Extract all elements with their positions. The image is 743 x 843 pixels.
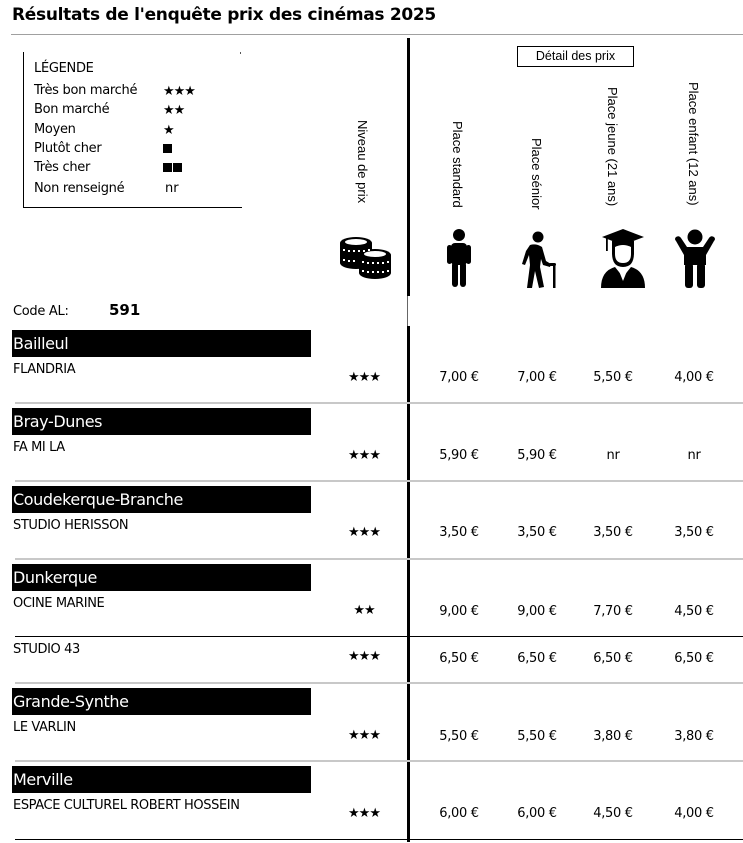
cinema-name: ESPACE CULTUREL ROBERT HOSSEIN — [13, 798, 240, 813]
code-al-label: Code AL: — [13, 304, 69, 319]
price-enfant: 4,00 € — [674, 806, 714, 821]
square-icon — [163, 144, 172, 153]
row-divider — [15, 682, 743, 684]
price-jeune: nr — [606, 448, 620, 463]
legend-symbol-nr: nr — [165, 181, 179, 196]
price-standard: 9,00 € — [439, 604, 479, 619]
cinema-name: STUDIO HERISSON — [13, 518, 129, 533]
price-level: ★★ — [353, 602, 375, 617]
page-title: Résultats de l'enquête prix des cinémas 2025 — [12, 5, 436, 25]
price-standard: 3,50 € — [439, 525, 479, 540]
city-header-bray-dunes: Bray-Dunes — [12, 408, 311, 435]
price-level: ★★★ — [348, 727, 380, 742]
price-senior: 5,50 € — [517, 729, 557, 744]
column-header-niveau: Niveau de prix — [355, 120, 370, 204]
price-senior: 3,50 € — [517, 525, 557, 540]
legend-border-bottom — [23, 207, 242, 208]
column-separator-thin — [407, 296, 408, 326]
legend-label: Très bon marché — [34, 83, 138, 98]
cinema-name: OCINE MARINE — [13, 596, 105, 611]
price-jeune: 7,70 € — [593, 604, 633, 619]
price-level: ★★★ — [348, 805, 380, 820]
legend-symbol-star: ★ — [163, 123, 175, 138]
price-jeune: 4,50 € — [593, 806, 633, 821]
legend-heading: LÉGENDE — [34, 61, 94, 76]
row-divider — [15, 480, 743, 482]
price-senior: 5,90 € — [517, 448, 557, 463]
price-level: ★★★ — [348, 369, 380, 384]
price-enfant: 3,50 € — [674, 525, 714, 540]
price-jeune: 3,80 € — [593, 729, 633, 744]
price-jeune: 5,50 € — [593, 370, 633, 385]
price-enfant: 3,80 € — [674, 729, 714, 744]
row-divider — [15, 558, 743, 560]
price-senior: 7,00 € — [517, 370, 557, 385]
table-bottom-border — [15, 839, 743, 840]
legend-symbol-squares — [163, 160, 183, 175]
person-standing-icon — [444, 228, 474, 288]
square-icon — [173, 163, 182, 172]
row-divider — [15, 760, 743, 762]
price-enfant: 6,50 € — [674, 651, 714, 666]
city-header-coudekerque-branche: Coudekerque-Branche — [12, 486, 311, 513]
cinema-name: FA MI LA — [13, 440, 65, 455]
price-enfant: nr — [687, 448, 701, 463]
column-header-standard: Place standard — [450, 121, 465, 208]
price-senior: 6,00 € — [517, 806, 557, 821]
price-standard: 5,50 € — [439, 729, 479, 744]
price-enfant: 4,50 € — [674, 604, 714, 619]
price-standard: 6,50 € — [439, 651, 479, 666]
price-jeune: 3,50 € — [593, 525, 633, 540]
city-header-bailleul: Bailleul — [12, 330, 311, 357]
price-standard: 5,90 € — [439, 448, 479, 463]
cinema-name: LE VARLIN — [13, 720, 76, 735]
row-divider — [15, 636, 743, 637]
graduate-icon — [601, 229, 645, 289]
price-level: ★★★ — [348, 447, 380, 462]
column-separator — [407, 38, 410, 296]
senior-with-cane-icon — [520, 231, 560, 289]
price-standard: 6,00 € — [439, 806, 479, 821]
legend-symbol-stars: ★★ — [163, 103, 185, 118]
code-al-value: 591 — [109, 301, 141, 319]
city-header-grande-synthe: Grande-Synthe — [12, 688, 311, 715]
column-header-enfant: Place enfant (12 ans) — [686, 82, 701, 206]
cinema-name: STUDIO 43 — [13, 642, 80, 657]
coins-icon — [336, 235, 396, 281]
legend-label: Moyen — [34, 122, 76, 137]
price-standard: 7,00 € — [439, 370, 479, 385]
column-header-senior: Place sénior — [529, 138, 544, 210]
child-arms-up-icon — [673, 229, 717, 289]
title-divider — [11, 34, 743, 35]
legend-border-left — [23, 52, 24, 208]
legend-label: Non renseigné — [34, 181, 125, 196]
detail-prices-header: Détail des prix — [517, 46, 634, 67]
price-level: ★★★ — [348, 648, 380, 663]
city-header-merville: Merville — [12, 766, 311, 793]
legend-symbol-stars: ★★★ — [163, 84, 195, 99]
column-header-jeune: Place jeune (21 ans) — [605, 87, 620, 207]
price-jeune: 6,50 € — [593, 651, 633, 666]
legend-label: Très cher — [34, 160, 91, 175]
legend-label: Bon marché — [34, 102, 110, 117]
price-senior: 6,50 € — [517, 651, 557, 666]
price-enfant: 4,00 € — [674, 370, 714, 385]
legend-symbol-square — [163, 141, 173, 156]
price-senior: 9,00 € — [517, 604, 557, 619]
legend-corner-mark — [240, 52, 241, 54]
square-icon — [163, 163, 172, 172]
price-level: ★★★ — [348, 524, 380, 539]
row-divider — [15, 402, 743, 404]
city-header-dunkerque: Dunkerque — [12, 564, 311, 591]
legend-label: Plutôt cher — [34, 141, 102, 156]
cinema-name: FLANDRIA — [13, 362, 76, 377]
